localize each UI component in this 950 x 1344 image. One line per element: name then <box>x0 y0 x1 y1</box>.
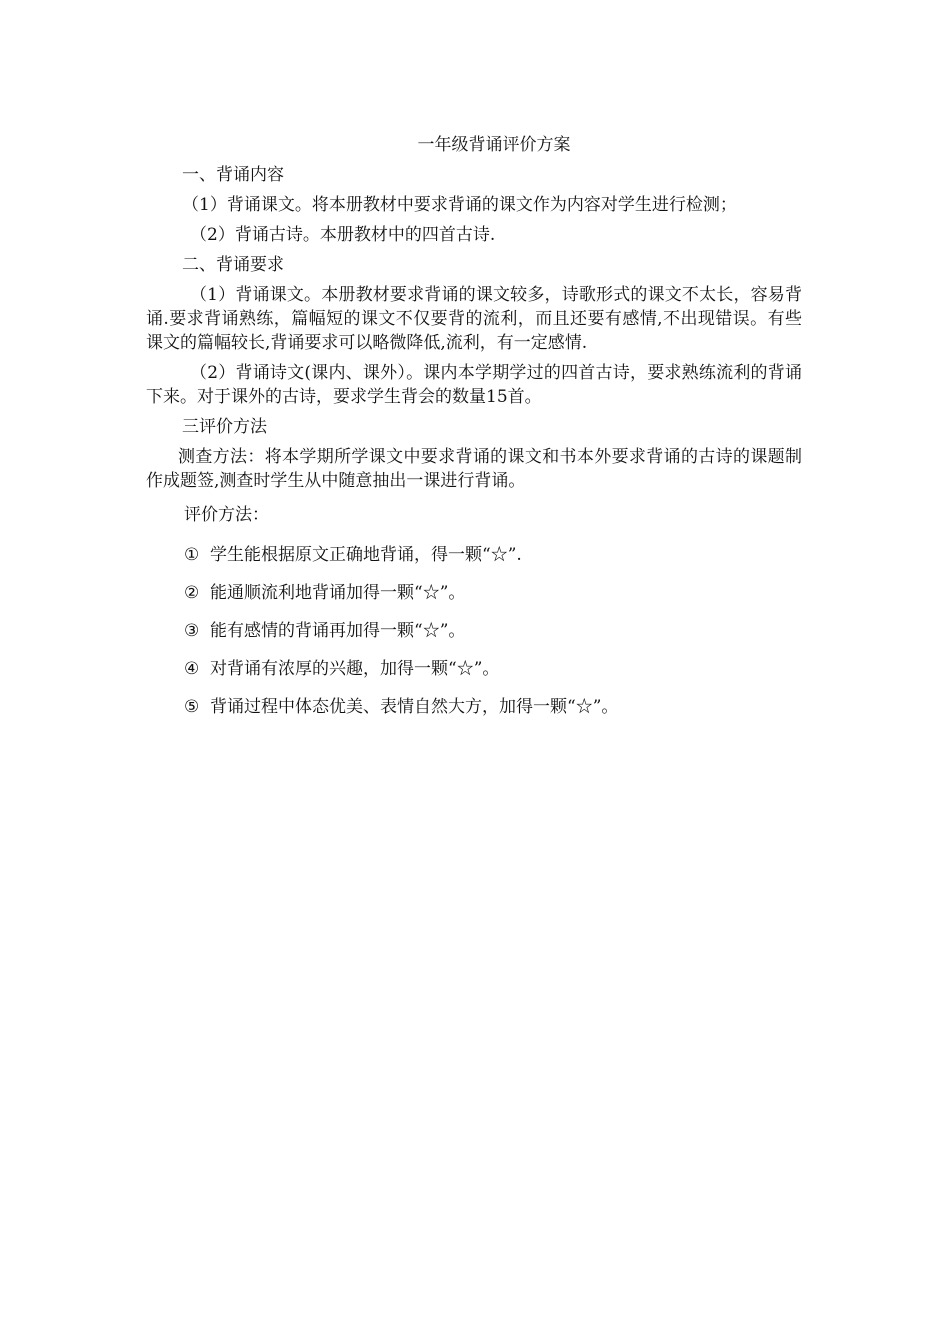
section-2-paragraph-1: （1）背诵课文。本册教材要求背诵的课文较多，诗歌形式的课文不太长，容易背诵.要求背诵熟练，篇幅短的课文不仅要背的流利，而且还要有感情,不出现错误。有些课文的篇幅较长,背诵要求可以略微降低,流利，有一定感情. <box>146 285 802 353</box>
section-1-item-1: （1）背诵课文。将本册教材中要求背诵的课文作为内容对学生进行检测； <box>182 195 737 215</box>
criteria-text: 背诵过程中体态优美、表情自然大方，加得一颗“☆”。 <box>210 697 619 717</box>
criteria-item <box>146 657 802 681</box>
document-title: 一年级背诵评价方案 <box>417 135 571 155</box>
criteria-item <box>146 581 802 605</box>
method-paragraph: 测查方法：将本学期所学课文中要求背诵的课文和书本外要求背诵的古诗的课题制作成题签,测查时学生从中随意抽出一课进行背诵。 <box>146 447 802 491</box>
section-2-heading: 二、背诵要求 <box>182 255 284 275</box>
criteria-number: ③ <box>184 621 200 641</box>
criteria-number: ① <box>184 545 200 565</box>
section-3-heading: 三评价方法 <box>182 417 267 437</box>
section-1-item-2: （2）背诵古诗。本册教材中的四首古诗. <box>190 225 496 245</box>
criteria-number: ② <box>184 583 200 603</box>
section-1-heading: 一、背诵内容 <box>182 165 284 185</box>
criteria-number: ④ <box>184 659 200 679</box>
criteria-text: 学生能根据原文正确地背诵，得一颗“☆”. <box>210 545 522 565</box>
section-2-paragraph-2: （2）背诵诗文(课内、课外）。课内本学期学过的四首古诗，要求熟练流利的背诵下来。对于课外的古诗，要求学生背会的数量15首。 <box>146 363 802 407</box>
criteria-item <box>146 619 802 643</box>
criteria-item <box>146 543 802 567</box>
criteria-text: 对背诵有浓厚的兴趣，加得一颗“☆”。 <box>210 659 500 679</box>
document-body <box>146 133 802 733</box>
criteria-text: 能通顺流利地背诵加得一颗“☆”。 <box>210 583 466 603</box>
evaluation-intro: 评价方法： <box>184 505 269 525</box>
criteria-number: ⑤ <box>184 697 200 717</box>
criteria-item <box>146 695 802 719</box>
criteria-list <box>146 543 802 719</box>
criteria-text: 能有感情的背诵再加得一颗“☆”。 <box>210 621 466 641</box>
